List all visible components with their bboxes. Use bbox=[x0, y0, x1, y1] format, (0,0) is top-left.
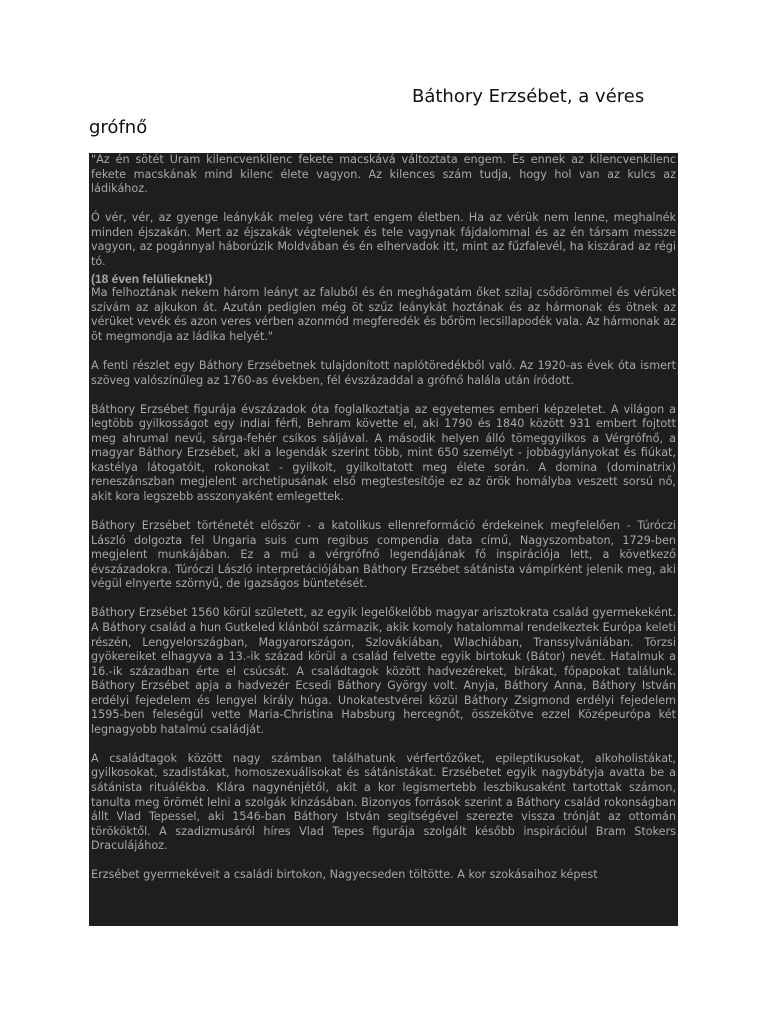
body-paragraph-birth: Báthory Erzsébet 1560 körül született, az egyik legelőkelőbb magyar arisztokrata család gyermekeként. A Báthory család a hun Gutkeled klánból származik, akik komoly hatalommal rendelkeztek Európa keleti részén, Lengyelországban, Magyarországon, Szlovákiában, Wlachiában, Transsylvániában. Törzsi gyökereiket elhagyva a 13.-ik század körül a család felvette egyik birtokuk (Bátor) nevét. Hatalmuk a 16.-ik században érte el csúcsát. A családtagok között hadvezéreket, bírákat, főpapokat találunk. Báthory Erzsébet apja a hadvezér Ecsedi Báthory György volt. Anyja, Báthory Anna, Báthory István erdélyi fejedelem és lengyel király húga. Unokatestvérei közül Báthory Zsigmond erdélyi fejedelem 1595-ben feleségül vette Maria-Christina Habsburg hercegnőt, összekötve ezzel Középeurópa két legnagyobb hatalmú családját. bbox=[91, 606, 676, 736]
text-panel bbox=[89, 153, 678, 926]
age-warning: (18 éven felülieknek!) bbox=[91, 272, 213, 287]
body-paragraph-figure: Báthory Erzsébet figurája évszázadok óta foglalkoztatja az egyetemes emberi képzeletet. A világon a legtöbb gyilkosságot egy indiai férfi, Behram követte el, aki 1790 és 1840 között 931 embert fojtott meg ahrumal nevű, sárga-fehér csíkos sáljával. A második helyen álló tömeggyilkos a Vérgrófnő, a magyar Báthory Erzsébet, aki a legendák szerint több, mint 650 személyt - jobbágylányokat és fiúkat, kastélya látogatóit, rokonokat - gyilkolt, gyilkoltatott meg élete során. A domina (dominatrix) reneszánszban megjelent archetípusának első megtestesítője ez az örök homályba veszett sorsú nő, akit kora legszebb asszonyaként emlegettek. bbox=[91, 402, 676, 504]
body-paragraph-history: Báthory Erzsébet történetét először - a katolikus ellenreformáció érdekeinek megfelelően - Túróczi László dolgozta fel Ungaria suis cum regibus compendia data című, Nagyszombaton, 1729-ben megjelent munkájában. Ez a mű a vérgrófnő legendájának fő inspirációja lett, a következő évszázadokra. Túróczi László interpretációjában Báthory Erzsébet sátánista vámpírként jelenik meg, aki végül elnyerte szörnyű, de igazságos büntetését. bbox=[91, 519, 676, 591]
body-paragraph-childhood: Erzsébet gyermekéveit a családi birtokon, Nagyecseden töltötte. A kor szokásaihoz képest bbox=[91, 868, 598, 882]
excerpt-paragraph-2: Ó vér, vér, az gyenge leánykák meleg vére tart engem életben. Ha az vérük nem lenne, meghalnék minden éjszakán. Mert az éjszakák végtelenek és tele vagynak fájdalommal és az én társam messze vagyon, az pogánnyal háborúzik Moldvában és én elhervadok itt, mint az fűzfalevél, ha kiszárad az régi tó. bbox=[91, 211, 676, 268]
body-paragraph-origin: A fenti részlet egy Báthory Erzsébetnek tulajdonított naplótöredékből való. Az 1920-as évek óta ismert szöveg valószínűleg az 1760-as években, fél évszázaddal a grófnő halála után íródott. bbox=[91, 359, 676, 387]
document-title-continued: grófnő bbox=[89, 117, 148, 138]
body-paragraph-family: A családtagok között nagy számban találhatunk vérfertőzőket, epileptikusokat, alkoholistákat, gyilkosokat, szadistákat, homoszexuálisokat és sátánistákat. Erzsébetet egyik nagybátyja avatta be a sátánista rituálékba. Klára nagynénjétől, akit a kor legismertebb leszbikusaként tartottak számon, tanulta meg örömét lelni a szolgák kínzásában. Bizonyos források szerint a Báthory család rokonságban állt Vlad Tepessel, aki 1546-ban Báthory István segítségével szerezte vissza trónját az ottomán törököktől. A szadizmusáról híres Vlad Tepes figurája szolgált később inspirációul Bram Stokers Draculájához. bbox=[91, 751, 676, 853]
document-title: Báthory Erzsébet, a véres bbox=[412, 86, 645, 107]
excerpt-paragraph-1: "Az én sötét Uram kilencvenkilenc fekete macskává változtata engem. És ennek az kilencvenkilenc fekete macskának mind kilenc élete vagyon. Az kilences szám tudja, hogy hol van az kulcs az ládikához. bbox=[91, 153, 676, 196]
excerpt-paragraph-3: Ma felhoztának nekem három leányt az faluból és én meghágatám őket szilaj csődörömmel és vérüket szívám az ajkukon át. Azután pediglen még öt szűz leánykát hoztának és az hármonak és ötnek az vérüket vevék és azon veres vérben azonmód megferedék és bőröm lecsillapodék vala. Az hármonak az öt megmondja az ládika helyét." bbox=[91, 286, 676, 344]
panel-content bbox=[91, 153, 676, 883]
